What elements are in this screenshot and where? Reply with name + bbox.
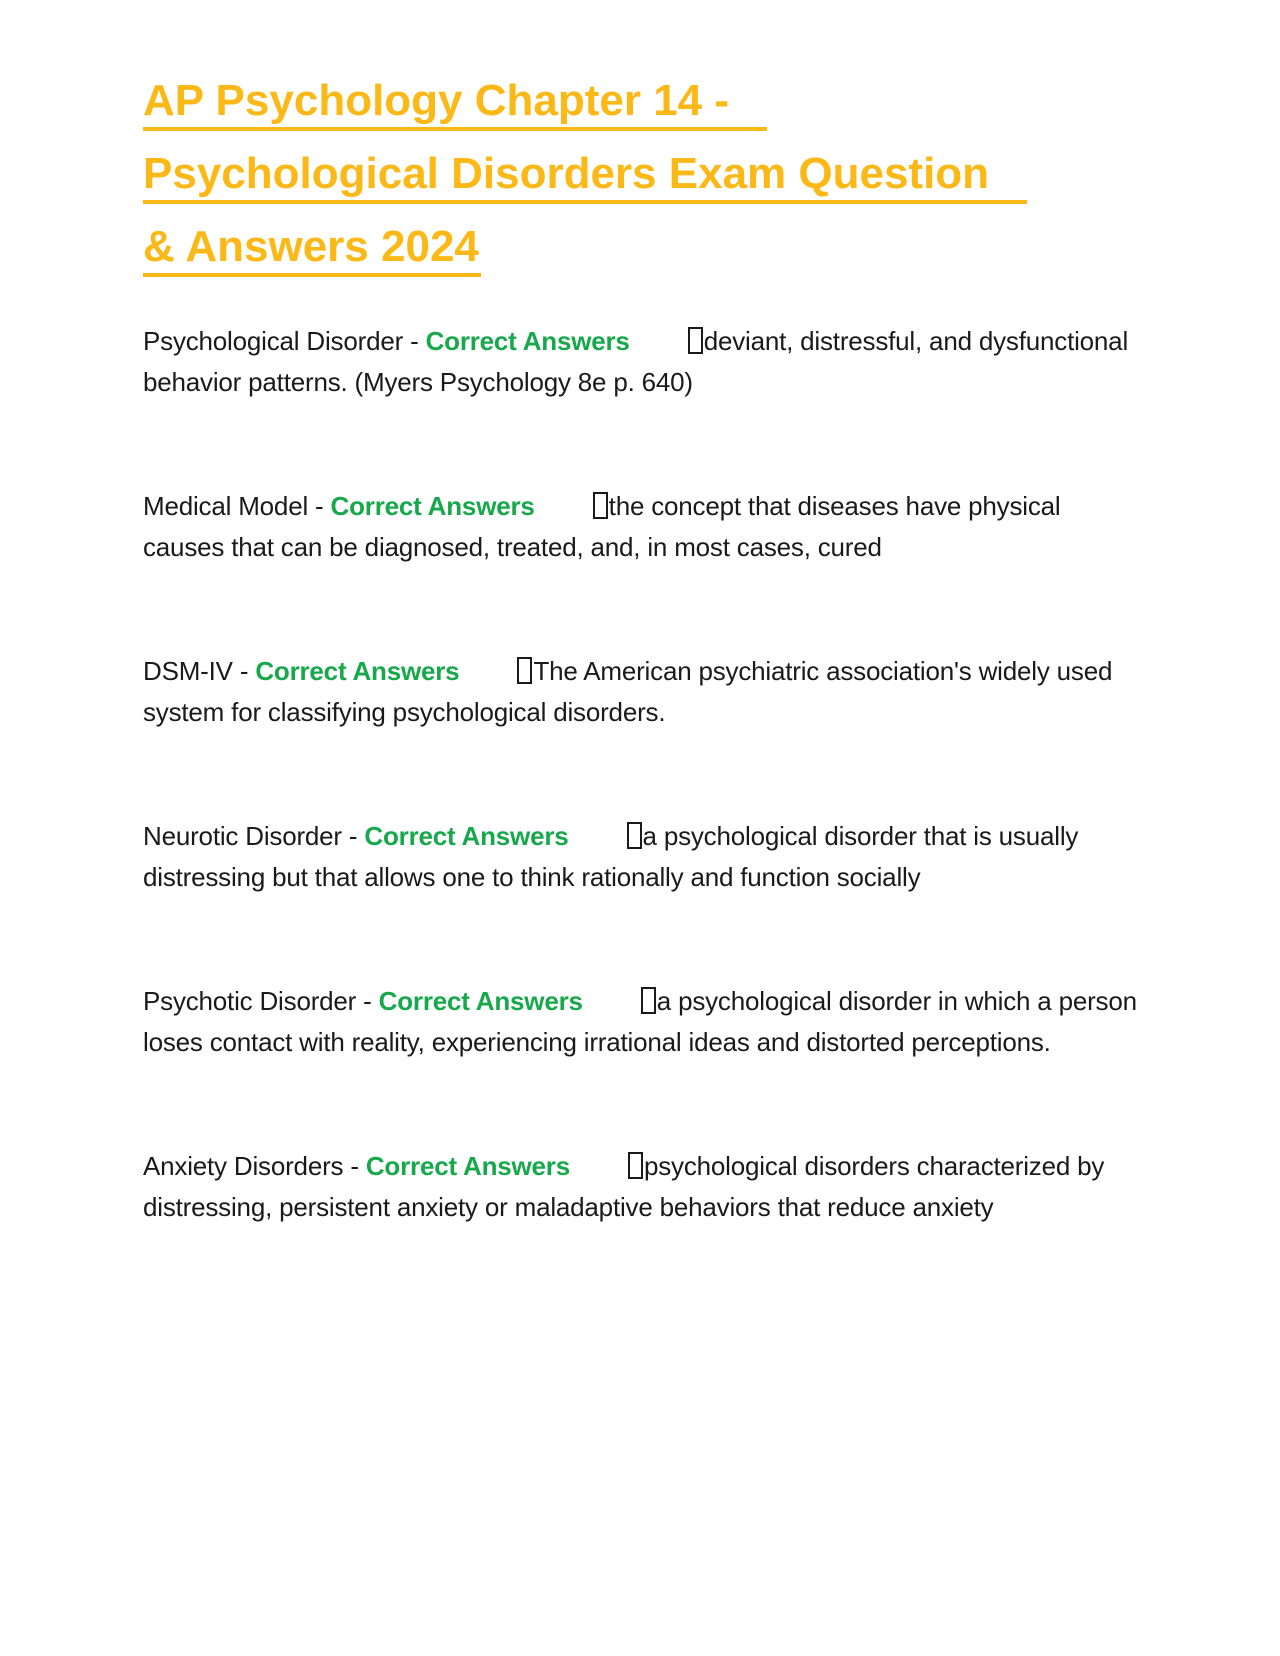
missing-glyph-box-icon [517, 657, 532, 684]
correct-answers-label: Correct Answers [365, 1151, 570, 1181]
qa-term: DSM-IV [143, 656, 233, 686]
qa-separator: - [232, 656, 256, 686]
qa-answer: a psychological disorder that is usually distressing but that allows one to think rationally and function socially [143, 821, 1079, 892]
qa-answer: psychological disorders characterized by distressing, persistent anxiety or maladaptive behaviors that reduce anxiety [143, 1151, 1105, 1222]
missing-glyph-box-icon [641, 987, 656, 1014]
page-title-line-2: Psychological Disorders Exam Question [143, 147, 1027, 204]
qa-separator: - [403, 326, 426, 356]
missing-glyph-box-icon [593, 492, 608, 519]
correct-answers-label: Correct Answers [255, 656, 460, 686]
correct-answers-label: Correct Answers [330, 491, 535, 521]
qa-term: Neurotic Disorder [143, 821, 342, 851]
qa-item [143, 1146, 1137, 1228]
missing-glyph-box-icon [628, 1152, 643, 1179]
page-title [143, 74, 1137, 277]
page-title-line-1: AP Psychology Chapter 14 - [143, 74, 767, 131]
qa-item [143, 816, 1137, 898]
qa-answer: a psychological disorder in which a person loses contact with reality, experiencing irrational ideas and distorted perceptions. [143, 986, 1137, 1057]
qa-item [143, 651, 1137, 733]
qa-separator: - [356, 986, 379, 1016]
missing-glyph-box-icon [627, 822, 642, 849]
qa-term: Anxiety Disorders [143, 1151, 344, 1181]
page-title-line-3: & Answers 2024 [143, 220, 481, 277]
qa-term: Psychological Disorder [143, 326, 404, 356]
qa-separator: - [341, 821, 365, 851]
qa-item [143, 321, 1137, 403]
qa-term: Medical Model [143, 491, 309, 521]
qa-answer: deviant, distressful, and dysfunctional behavior patterns. (Myers Psychology 8e p. 640) [143, 326, 1129, 397]
qa-separator: - [308, 491, 331, 521]
qa-answer: the concept that diseases have physical causes that can be diagnosed, treated, and, in most cases, cured [143, 491, 1061, 562]
qa-item [143, 981, 1137, 1063]
correct-answers-label: Correct Answers [378, 986, 583, 1016]
correct-answers-label: Correct Answers [425, 326, 630, 356]
qa-term: Psychotic Disorder [143, 986, 357, 1016]
missing-glyph-box-icon [688, 327, 703, 354]
correct-answers-label: Correct Answers [364, 821, 569, 851]
qa-answer: The American psychiatric association's widely used system for classifying psychological disorders. [143, 656, 1113, 727]
qa-item [143, 486, 1137, 568]
qa-separator: - [343, 1151, 366, 1181]
